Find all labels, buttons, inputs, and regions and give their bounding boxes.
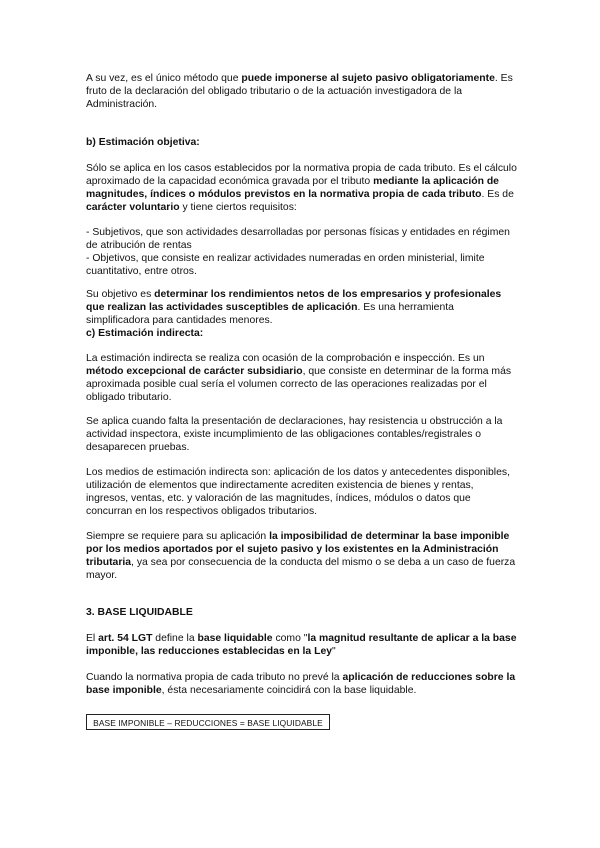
text: , que consiste en determinar de la forma más aproximada posible cual sería el volumen correcto de las operaciones realizadas por el obligado tributario. [86,366,512,403]
text: , ésta necesariamente coincidirá con la base liquidable. [161,685,417,696]
text: A su vez, es el único método que [86,73,242,84]
paragraph-medios [86,466,518,518]
requisitos-list [86,226,518,278]
bold-text: mediante la aplicación de magnitudes, índices o módulos previstos en la normativa propia de cada tributo [86,176,499,200]
bold-text: la imposibilidad de determinar la base imponible por los medios aportados por el sujeto pasivo y los existentes en la Administración tributaria [86,531,510,568]
text: Los medios de estimación indirecta son: aplicación de los datos y antecedentes disponibles, utilización de elementos que indirectamente acrediten existencia de bienes y rentas, ingresos, ventas, etc. y valoración de las magnitudes, índices, módulos o datos que concurran en los respectivos obligados tributarios. [86,467,510,517]
heading-estimacion-indirecta: c) Estimación indirecta: [86,328,204,339]
paragraph-objetivo [86,288,518,327]
text: Cuando la normativa propia de cada tributo no prevé la [86,672,343,683]
text: Siempre se requiere para su aplicación [86,531,270,542]
list-item: - Objetivos, que consiste en realizar actividades numeradas en orden ministerial, limite cuantitativo, entre otros. [86,253,485,277]
paragraph-art-54 [86,632,518,658]
heading-base-liquidable: 3. BASE LIQUIDABLE [86,607,193,618]
text: define la [152,633,198,644]
paragraph-cuando-se-aplica [86,415,518,454]
text: Sólo se aplica en los casos establecidos por la normativa propia de cada tributo. Es el cálculo aproximado de la capacidad económica gravada por el tributo [86,163,517,187]
text: , ya sea por consecuencia de la conducta del mismo o se deba a un caso de fuerza mayor. [86,557,516,581]
paragraph-estimacion-objetiva [86,162,518,214]
bold-text: base liquidable [197,633,273,644]
text: . Es una herramienta simplificadora para cantidades menores. [86,302,454,326]
text: " [332,646,336,657]
paragraph-estimacion-indirecta [86,352,518,404]
text: Se aplica cuando falta la presentación de declaraciones, hay resistencia u obstrucción a la actividad inspectora, existe incumplimiento de las obligaciones contables/registrales o desaparecen pruebas. [86,416,503,453]
formula-box: BASE IMPONIBLE – REDUCCIONES = BASE LIQUIDABLE [86,714,330,730]
bold-text: determinar los rendimientos netos de los empresarios y profesionales que realizan las actividades susceptibles de aplicación [86,289,502,313]
bold-text: carácter voluntario [86,202,180,213]
bold-text: la magnitud resultante de aplicar a la base imponible, las reducciones establecidas en la Ley [86,633,517,657]
text: como " [272,633,308,644]
bold-text: aplicación de reducciones sobre la base imponible [86,672,516,696]
bold-text: art. 54 LGT [98,633,153,644]
heading-estimacion-objetiva: b) Estimación objetiva: [86,137,200,148]
text: y tiene ciertos requisitos: [179,202,297,213]
text: Su objetivo es [86,289,155,300]
list-item: - Subjetivos, que son actividades desarrolladas por personas físicas y entidades en régimen de atribución de rentas [86,227,510,251]
paragraph-requisito-aplicacion [86,530,518,582]
paragraph-metodo-obligatorio [86,72,518,111]
text: La estimación indirecta se realiza con ocasión de la comprobación e inspección. Es un [86,353,485,364]
paragraph-reducciones [86,671,518,697]
text: . Es de [481,189,514,200]
bold-text: método excepcional de carácter subsidiario [86,366,303,377]
text: . Es fruto de la declaración del obligado tributario o de la actuación investigadora de la Administración. [86,73,513,110]
bold-text: puede imponerse al sujeto pasivo obligatoriamente [241,73,495,84]
text: El [86,633,99,644]
